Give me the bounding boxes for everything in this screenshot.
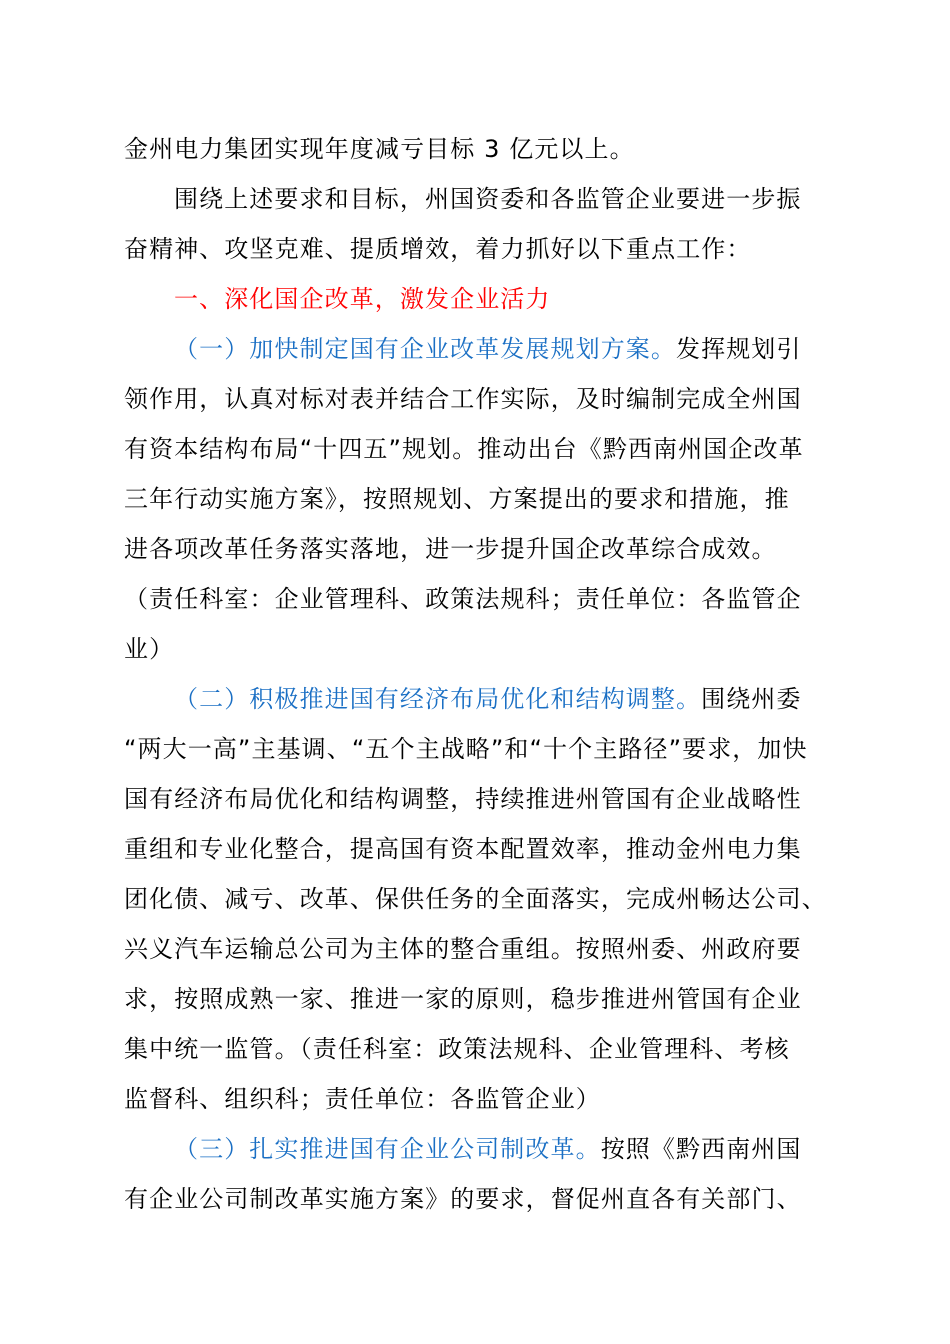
body-text: 发挥规划引	[676, 335, 802, 363]
body-text: 监督科、组织科；责任单位：各监管企业）	[124, 1085, 601, 1113]
body-text: 国有经济布局优化和结构调整，持续推进州管国有企业战略性	[124, 785, 802, 813]
subsection-heading-line	[174, 324, 844, 374]
body-text: （责任科室：企业管理科、政策法规科；责任单位：各监管企	[124, 585, 802, 613]
body-line	[124, 1074, 844, 1124]
body-line	[124, 874, 844, 924]
body-line	[124, 474, 844, 524]
body-text: 重组和专业化整合，提高国有资本配置效率，推动金州电力集	[124, 835, 802, 863]
body-text: 按照《黔西南州国	[600, 1135, 802, 1163]
section-heading-line	[174, 274, 844, 324]
body-text: 围绕州委	[701, 685, 802, 713]
body-line	[124, 424, 844, 474]
body-text: 金州电力集团实现年度减亏目标 3 亿元以上。	[124, 135, 635, 163]
body-line	[124, 774, 844, 824]
body-text: “两大一高”主基调、“五个主战略”和“十个主路径”要求，加快	[124, 735, 808, 763]
body-line	[124, 524, 844, 574]
body-line	[124, 924, 844, 974]
body-text: 求，按照成熟一家、推进一家的原则，稳步推进州管国有企业	[124, 985, 802, 1013]
body-line	[124, 374, 844, 424]
body-text: 进各项改革任务落实落地，进一步提升国企改革综合成效。	[124, 535, 777, 563]
body-line	[124, 574, 844, 624]
subsection-heading-line	[174, 674, 844, 724]
subsection-heading: （三）扎实推进国有企业公司制改革。	[174, 1135, 601, 1163]
body-line	[124, 974, 844, 1024]
body-line	[124, 1174, 844, 1224]
body-line	[124, 724, 844, 774]
body-text: 集中统一监管。（责任科室：政策法规科、企业管理科、考核	[124, 1035, 790, 1063]
body-text: 奋精神、攻坚克难、提质增效，着力抓好以下重点工作：	[124, 235, 752, 263]
body-text: 团化债、减亏、改革、保供任务的全面落实，完成州畅达公司、	[124, 885, 827, 913]
body-text: 兴义汽车运输总公司为主体的整合重组。按照州委、州政府要	[124, 935, 802, 963]
section-heading: 一、深化国企改革，激发企业活力	[174, 285, 551, 313]
subsection-heading: （二）积极推进国有经济布局优化和结构调整。	[174, 685, 702, 713]
body-line	[124, 824, 844, 874]
body-text: 领作用，认真对标对表并结合工作实际，及时编制完成全州国	[124, 385, 802, 413]
body-line	[124, 624, 844, 674]
body-line	[124, 224, 844, 274]
body-text: 业）	[124, 635, 175, 663]
paragraph-first-line	[174, 174, 844, 224]
body-line	[124, 124, 844, 174]
body-text: 三年行动实施方案》，按照规划、方案提出的要求和措施，推	[124, 485, 790, 513]
body-text: 有企业公司制改革实施方案》的要求，督促州直各有关部门、	[124, 1185, 802, 1213]
subsection-heading-line	[174, 1124, 844, 1174]
body-line	[124, 1024, 844, 1074]
body-text: 有资本结构布局“十四五”规划。推动出台《黔西南州国企改革	[124, 435, 804, 463]
subsection-heading: （一）加快制定国有企业改革发展规划方案。	[174, 335, 676, 363]
body-text: 围绕上述要求和目标，州国资委和各监管企业要进一步振	[174, 185, 802, 213]
